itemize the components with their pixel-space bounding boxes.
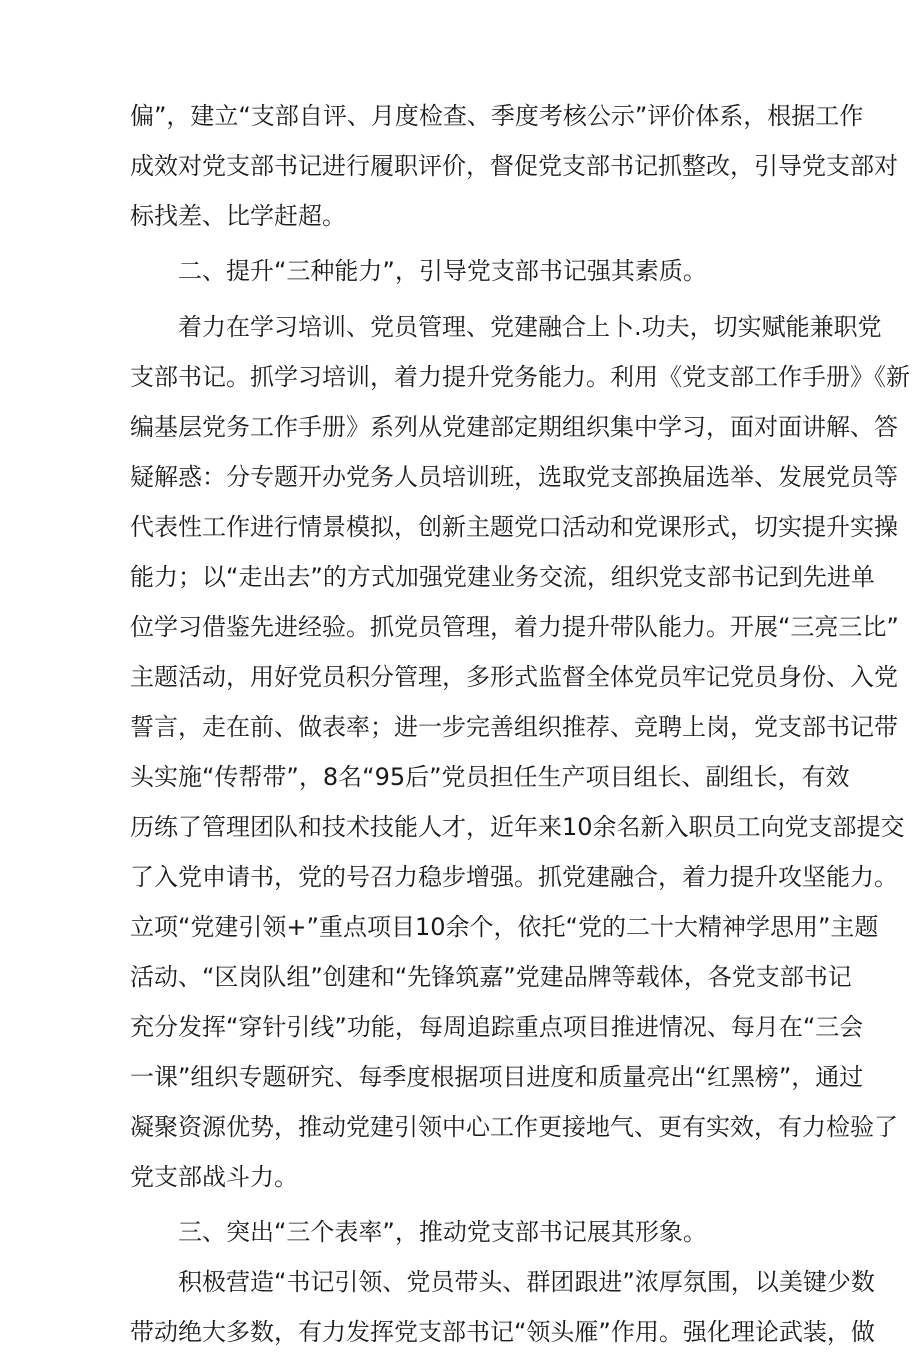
text-line: 活动、“区岗队组”创建和“先锋筑嘉”党建品牌等载体，各党支部书记 — [130, 963, 852, 991]
text-line: 成效对党支部书记进行履职评价，督促党支部书记抓整改，引导党支部对 — [130, 152, 898, 180]
text-line: 带动绝大多数，有力发挥党支部书记“领头雁”作用。强化理论武装，做 — [130, 1318, 875, 1346]
text-line: 历练了管理团队和技术技能人才，近年来10余名新入职员工向党支部提交 — [130, 813, 905, 841]
text-line: 头实施“传帮带”，8名“95后”党员担任生产项目组长、副组长，有效 — [130, 763, 850, 791]
text-line: 编基层党务工作手册》系列从党建部定期组织集中学习，面对面讲解、答 — [130, 413, 898, 441]
text-line: 积极营造“书记引领、党员带头、群团跟进”浓厚氛围，以美键少数 — [178, 1268, 875, 1296]
text-line: 党支部战斗力。 — [130, 1163, 298, 1191]
text-line: 凝聚资源优势，推动党建引领中心工作更接地气、更有实效，有力检验了 — [130, 1113, 898, 1141]
text-line: 了入党申请书，党的号召力稳步增强。抓党建融合，着力提升攻坚能力。 — [130, 863, 898, 891]
text-line: 标找差、比学赶超。 — [130, 202, 346, 230]
text-line: 位学习借鉴先进经验。抓党员管理，着力提升带队能力。开展“三亮三比” — [130, 613, 899, 641]
text-line: 主题活动，用好党员积分管理，多形式监督全体党员牢记党员身份、入党 — [130, 663, 898, 691]
section-heading-2: 二、提升“三种能力”，引导党支部书记强其素质。 — [178, 257, 707, 285]
text-line: 代表性工作进行情景模拟，创新主题党口活动和党课形式，切实提升实操 — [130, 513, 898, 541]
text-line: 着力在学习培训、党员管理、党建融合上卜.功夫，切实赋能兼职党 — [178, 313, 882, 341]
text-line: 立项“党建引领+”重点项目10余个，依托“党的二十大精神学思用”主题 — [130, 913, 879, 941]
text-line: 能力；以“走出去”的方式加强党建业务交流，组织党支部书记到先进单 — [130, 563, 875, 591]
section-heading-3: 三、突出“三个表率”，推动党支部书记展其形象。 — [178, 1218, 707, 1246]
text-line: 疑解惑：分专题开办党务人员培训班，选取党支部换届选举、发展党员等 — [130, 463, 898, 491]
text-line: 充分发挥“穿针引线”功能，每周追踪重点项目推进情况、每月在“三会 — [130, 1013, 864, 1041]
text-line: 支部书记。抓学习培训，着力提升党务能力。利用《党支部工作手册》《新 — [130, 363, 910, 391]
text-line: 誓言，走在前、做表率；进一步完善组织推荐、竞聘上岗，党支部书记带 — [130, 713, 898, 741]
text-line: 一课”组织专题研究、每季度根据项目进度和质量亮出“红黑榜”，通过 — [130, 1063, 864, 1091]
text-line: 偏”，建立“支部自评、月度检查、季度考核公示”评价体系，根据工作 — [130, 102, 864, 130]
